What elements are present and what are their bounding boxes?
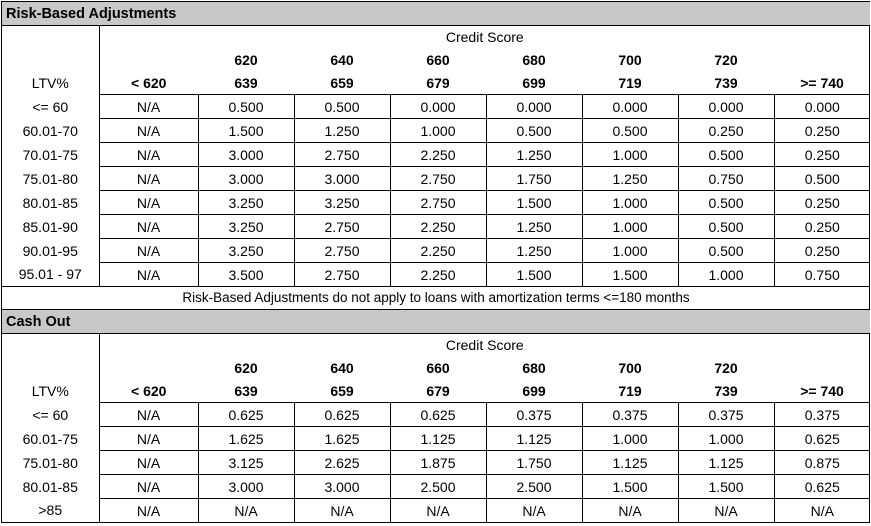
risk-based-value-cell: 0.000	[390, 95, 486, 119]
risk-based-ltv-cell: 60.01-70	[22, 122, 78, 139]
risk-based-ltv-cell: 70.01-75	[22, 146, 78, 163]
cash-out-column-top-label: 700	[618, 359, 642, 376]
risk-based-column-bottom-label: < 620	[99, 71, 198, 95]
risk-based-value-cell: 1.250	[486, 143, 582, 167]
risk-based-value-cell: 3.000	[198, 143, 294, 167]
cash-out-title: Cash Out	[2, 310, 870, 334]
risk-based-value-cell: 0.500	[678, 239, 774, 263]
cash-out-section-header	[2, 310, 870, 334]
risk-based-column-top-label	[774, 48, 870, 71]
cash-out-column-top-label: 720	[714, 359, 738, 376]
cash-out-blank-cell	[2, 334, 99, 357]
cash-out-column-top-label: 680	[522, 359, 546, 376]
cash-out-value-cell: N/A	[99, 499, 198, 523]
risk-based-value-cell: 1.000	[582, 239, 678, 263]
risk-based-value-cell: 1.000	[582, 191, 678, 215]
risk-based-value-cell: 1.250	[582, 167, 678, 191]
cash-out-credit-score-row	[2, 334, 870, 357]
cash-out-column-top-label: 640	[330, 359, 354, 376]
cash-out-value-cell: 0.625	[294, 403, 390, 427]
cash-out-value-cell: N/A	[99, 475, 198, 499]
risk-based-note: Risk-Based Adjustments do not apply to loans with amortization terms <=180 months	[2, 287, 870, 310]
risk-based-ltv-cell: 80.01-85	[22, 194, 78, 211]
cash-out-column-top-row	[2, 356, 870, 379]
risk-based-value-cell: 0.250	[774, 191, 870, 215]
risk-based-value-cell: N/A	[99, 119, 198, 143]
risk-based-credit-score-label: Credit Score	[99, 26, 870, 49]
cash-out-value-cell: 0.875	[774, 451, 870, 475]
risk-based-value-cell: N/A	[99, 143, 198, 167]
cash-out-value-cell: 3.125	[198, 451, 294, 475]
risk-based-column-top-row	[2, 48, 870, 71]
risk-based-value-cell: 0.500	[486, 119, 582, 143]
cash-out-value-cell: 2.500	[486, 475, 582, 499]
risk-based-value-cell: N/A	[99, 95, 198, 119]
risk-based-ltv-cell: 85.01-90	[22, 218, 78, 235]
risk-based-column-bottom-label: 739	[678, 71, 774, 95]
cash-out-value-cell: 1.625	[198, 427, 294, 451]
risk-based-value-cell: 0.500	[198, 95, 294, 119]
risk-based-table-row	[2, 95, 870, 119]
risk-based-ltv-cell: 95.01 - 97	[18, 266, 82, 283]
cash-out-value-cell: N/A	[390, 499, 486, 523]
risk-based-column-top-label: 680	[522, 51, 546, 68]
cash-out-value-cell: 1.000	[582, 427, 678, 451]
cash-out-value-cell: 0.375	[774, 403, 870, 427]
risk-based-value-cell: 3.500	[198, 263, 294, 287]
risk-based-column-bottom-label: 699	[486, 71, 582, 95]
risk-based-ltv-cell: 90.01-95	[22, 242, 78, 259]
risk-based-value-cell: 1.000	[582, 143, 678, 167]
risk-based-value-cell: 0.500	[678, 143, 774, 167]
cash-out-value-cell: 0.625	[774, 475, 870, 499]
risk-based-value-cell: 0.500	[678, 215, 774, 239]
adjustments-document	[1, 1, 870, 523]
risk-based-value-cell: 0.750	[774, 263, 870, 287]
risk-based-value-cell: 0.000	[486, 95, 582, 119]
risk-based-value-cell: 0.250	[774, 239, 870, 263]
cash-out-column-bottom-label: 739	[678, 379, 774, 403]
risk-based-value-cell: 1.500	[486, 263, 582, 287]
risk-based-value-cell: 0.500	[582, 119, 678, 143]
cash-out-column-bottom-row	[2, 379, 870, 403]
risk-based-value-cell: 2.750	[294, 215, 390, 239]
cash-out-column-bottom-label: >= 740	[774, 379, 870, 403]
risk-based-value-cell: 2.250	[390, 143, 486, 167]
risk-based-value-cell: N/A	[99, 239, 198, 263]
cash-out-value-cell: 1.500	[582, 475, 678, 499]
cash-out-value-cell: 0.625	[774, 427, 870, 451]
risk-based-value-cell: 2.250	[390, 239, 486, 263]
risk-based-value-cell: 3.000	[198, 167, 294, 191]
cash-out-ltv-cell: 80.01-85	[22, 478, 78, 495]
risk-based-value-cell: 1.750	[486, 167, 582, 191]
cash-out-value-cell: 0.375	[486, 403, 582, 427]
risk-based-value-cell: 3.000	[294, 167, 390, 191]
cash-out-value-cell: N/A	[99, 451, 198, 475]
cash-out-credit-score-label: Credit Score	[99, 334, 870, 357]
risk-based-value-cell: 3.250	[198, 239, 294, 263]
risk-based-value-cell: 0.250	[774, 143, 870, 167]
cash-out-column-bottom-label: 639	[198, 379, 294, 403]
cash-out-column-bottom-label: 719	[582, 379, 678, 403]
risk-based-value-cell: 3.250	[294, 191, 390, 215]
cash-out-value-cell: 2.625	[294, 451, 390, 475]
cash-out-ltv-cell: <= 60	[32, 406, 69, 423]
risk-based-value-cell: 0.000	[678, 95, 774, 119]
risk-based-value-cell: 3.250	[198, 191, 294, 215]
risk-based-value-cell: 2.750	[390, 167, 486, 191]
risk-based-ltv-cell: <= 60	[32, 98, 69, 115]
cash-out-column-bottom-label: 659	[294, 379, 390, 403]
cash-out-column-bottom-label: < 620	[99, 379, 198, 403]
risk-based-blank-cell	[2, 48, 99, 71]
risk-based-table-row	[2, 263, 870, 287]
risk-based-table-row	[2, 239, 870, 263]
cash-out-table-row	[2, 427, 870, 451]
cash-out-value-cell: 0.375	[678, 403, 774, 427]
cash-out-value-cell: 1.125	[678, 451, 774, 475]
risk-based-value-cell: 1.250	[294, 119, 390, 143]
risk-based-ltv-label: LTV%	[31, 74, 69, 91]
cash-out-ltv-cell: 60.01-75	[22, 430, 78, 447]
cash-out-value-cell: 2.500	[390, 475, 486, 499]
cash-out-column-top-label: 660	[426, 359, 450, 376]
cash-out-value-cell: 1.500	[678, 475, 774, 499]
cash-out-value-cell: 1.875	[390, 451, 486, 475]
adjustments-table	[2, 2, 870, 522]
risk-based-value-cell: 0.000	[582, 95, 678, 119]
risk-based-value-cell: N/A	[99, 263, 198, 287]
cash-out-blank-cell	[2, 356, 99, 379]
risk-based-column-bottom-label: >= 740	[774, 71, 870, 95]
risk-based-value-cell: 3.250	[198, 215, 294, 239]
cash-out-column-top-label: 620	[234, 359, 258, 376]
cash-out-value-cell: 0.625	[390, 403, 486, 427]
risk-based-value-cell: 2.750	[294, 239, 390, 263]
cash-out-ltv-cell: 75.01-80	[22, 454, 78, 471]
cash-out-column-bottom-label: 679	[390, 379, 486, 403]
risk-based-column-top-label: 640	[330, 51, 354, 68]
risk-based-value-cell: N/A	[99, 191, 198, 215]
cash-out-value-cell: 1.125	[582, 451, 678, 475]
risk-based-value-cell: 2.250	[390, 215, 486, 239]
risk-based-value-cell: 1.500	[486, 191, 582, 215]
risk-based-column-top-label: 700	[618, 51, 642, 68]
cash-out-value-cell: 1.750	[486, 451, 582, 475]
risk-based-table-row	[2, 119, 870, 143]
risk-based-table-row	[2, 167, 870, 191]
risk-based-value-cell: 1.000	[678, 263, 774, 287]
cash-out-value-cell: 3.000	[294, 475, 390, 499]
risk-based-value-cell: 0.500	[678, 191, 774, 215]
cash-out-column-bottom-label: 699	[486, 379, 582, 403]
risk-based-value-cell: 0.250	[774, 215, 870, 239]
cash-out-ltv-cell: >85	[38, 502, 63, 519]
risk-based-value-cell: N/A	[99, 167, 198, 191]
risk-based-value-cell: 1.000	[390, 119, 486, 143]
cash-out-table-row	[2, 475, 870, 499]
risk-based-column-top-label: 660	[426, 51, 450, 68]
risk-based-credit-score-row	[2, 26, 870, 49]
cash-out-value-cell: N/A	[99, 427, 198, 451]
risk-based-column-bottom-label: 679	[390, 71, 486, 95]
risk-based-column-bottom-label: 639	[198, 71, 294, 95]
risk-based-value-cell: 2.750	[294, 263, 390, 287]
risk-based-column-bottom-row	[2, 71, 870, 95]
risk-based-title: Risk-Based Adjustments	[2, 2, 870, 26]
risk-based-note-row	[2, 287, 870, 310]
risk-based-ltv-cell: 75.01-80	[22, 170, 78, 187]
cash-out-value-cell: N/A	[294, 499, 390, 523]
risk-based-value-cell: 1.250	[486, 215, 582, 239]
risk-based-value-cell: 2.250	[390, 263, 486, 287]
cash-out-value-cell: 3.000	[198, 475, 294, 499]
risk-based-blank-cell	[2, 26, 99, 49]
cash-out-value-cell: N/A	[582, 499, 678, 523]
risk-based-section-header	[2, 2, 870, 26]
risk-based-value-cell: 0.500	[294, 95, 390, 119]
cash-out-value-cell: N/A	[99, 403, 198, 427]
cash-out-column-top-label	[99, 356, 198, 379]
cash-out-value-cell: N/A	[486, 499, 582, 523]
cash-out-value-cell: N/A	[774, 499, 870, 523]
cash-out-value-cell: 1.125	[390, 427, 486, 451]
risk-based-column-top-label: 720	[714, 51, 738, 68]
risk-based-table-row	[2, 191, 870, 215]
cash-out-value-cell: 0.375	[582, 403, 678, 427]
risk-based-table-row	[2, 143, 870, 167]
cash-out-value-cell: 1.000	[678, 427, 774, 451]
risk-based-value-cell: 1.500	[198, 119, 294, 143]
risk-based-column-top-label	[99, 48, 198, 71]
risk-based-value-cell: 0.250	[678, 119, 774, 143]
risk-based-table-row	[2, 215, 870, 239]
risk-based-column-bottom-label: 659	[294, 71, 390, 95]
risk-based-value-cell: 2.750	[390, 191, 486, 215]
cash-out-value-cell: 1.125	[486, 427, 582, 451]
cash-out-value-cell: N/A	[198, 499, 294, 523]
risk-based-value-cell: 2.750	[294, 143, 390, 167]
risk-based-value-cell: 0.000	[774, 95, 870, 119]
cash-out-value-cell: 1.625	[294, 427, 390, 451]
risk-based-value-cell: 0.500	[774, 167, 870, 191]
cash-out-table-row	[2, 499, 870, 523]
risk-based-value-cell: 0.250	[774, 119, 870, 143]
cash-out-value-cell: N/A	[678, 499, 774, 523]
risk-based-value-cell: 0.750	[678, 167, 774, 191]
cash-out-table-row	[2, 451, 870, 475]
risk-based-value-cell: 1.000	[582, 215, 678, 239]
cash-out-table-row	[2, 403, 870, 427]
risk-based-value-cell: N/A	[99, 215, 198, 239]
risk-based-value-cell: 1.500	[582, 263, 678, 287]
risk-based-value-cell: 1.250	[486, 239, 582, 263]
risk-based-column-bottom-label: 719	[582, 71, 678, 95]
cash-out-column-top-label	[774, 356, 870, 379]
risk-based-column-top-label: 620	[234, 51, 258, 68]
cash-out-ltv-label: LTV%	[31, 382, 69, 399]
cash-out-value-cell: 0.625	[198, 403, 294, 427]
